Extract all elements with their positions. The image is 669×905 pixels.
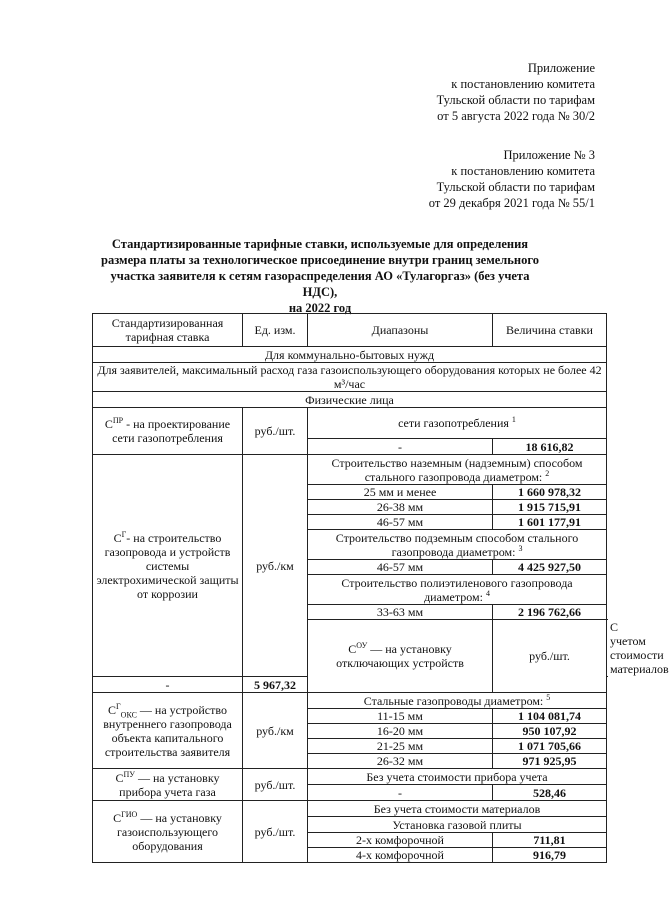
appendix3-line: Тульской области по тарифам xyxy=(436,180,595,194)
range-cell: - xyxy=(308,439,493,455)
footnote-mark: 2 xyxy=(545,468,550,478)
range-cell: 25 мм и менее xyxy=(308,485,493,500)
rate-desc: — на устройство внутреннего газопровода объекта капитального строительства заявителя xyxy=(103,702,232,759)
rate-symbol: C xyxy=(108,702,117,717)
rate-symbol: C xyxy=(115,770,124,785)
subheading: Стальные газопроводы диаметром: $^5$ xyxy=(308,693,607,709)
title-line: на 2022 год xyxy=(288,301,352,315)
subheading: Установка газовой плиты xyxy=(308,817,607,833)
appendix3-line: к постановлению комитета xyxy=(451,164,595,178)
footnote-mark: 1 xyxy=(511,415,516,424)
rate-symbol: C xyxy=(113,810,122,825)
appendix3-header xyxy=(429,147,595,211)
appendix3-line: от 29 декабря 2021 года № 55/1 xyxy=(428,196,595,210)
appendix-line: к постановлению комитета xyxy=(451,77,595,91)
rate-symbol: C xyxy=(104,417,113,431)
tariff-table xyxy=(92,313,669,863)
range-cell: - xyxy=(93,677,243,693)
subheading: Строительство подземным способом стального газопровода диаметром: $^3$ xyxy=(308,530,607,560)
footnote-mark: 3 xyxy=(518,543,523,553)
range-cell: 26-38 мм xyxy=(308,500,493,515)
appendix-line: от 5 августа 2022 года № 30/2 xyxy=(437,109,595,123)
header-range: Диапазоны xyxy=(308,314,493,347)
rate-sup: Г xyxy=(121,529,127,539)
subheading: сети газопотребления $^1$ xyxy=(308,408,607,439)
value-cell: 528,46 xyxy=(493,785,607,801)
range-cell: 46-57 мм xyxy=(308,515,493,530)
rate-desc: - на строительство газопровода и устройств системы электрохимической защиты от коррозии xyxy=(96,530,239,601)
section-communal: Для коммунально-бытовых нужд xyxy=(93,347,607,363)
unit-cell: руб./км xyxy=(243,455,308,677)
value-cell: 1 915 715,91 xyxy=(493,500,607,515)
rate-g xyxy=(93,455,243,677)
rate-symbol: C xyxy=(113,530,122,545)
range-cell: 33-63 мм xyxy=(308,605,493,620)
value-cell: 1 071 705,66 xyxy=(493,739,607,754)
rate-sub: ОКС xyxy=(120,709,137,719)
value-cell: 1 660 978,32 xyxy=(493,485,607,500)
range-cell: 11-15 мм xyxy=(308,709,493,724)
header-unit: Ед. изм. xyxy=(243,314,308,347)
table-row xyxy=(93,455,607,485)
appendix-header xyxy=(437,60,595,124)
value-cell: 4 425 927,50 xyxy=(493,560,607,575)
rate-ou xyxy=(308,620,493,693)
subheading: Без учета стоимости прибора учета xyxy=(308,769,607,785)
rate-desc: — на установку газоиспользующего оборудования xyxy=(116,810,222,853)
unit-cell: руб./шт. xyxy=(243,408,308,455)
value-cell: 711,81 xyxy=(493,833,607,848)
table-row xyxy=(93,693,607,709)
rate-symbol: C xyxy=(348,642,357,656)
subheading: Строительство наземным (надземным) способом стального газопровода диаметром: $^2$ xyxy=(308,455,607,485)
subheading: Строительство полиэтиленового газопровода диаметром: $^4$ xyxy=(308,575,607,605)
value-cell: 1 601 177,91 xyxy=(493,515,607,530)
range-cell: - xyxy=(308,785,493,801)
value-cell: 5 967,32 xyxy=(243,677,308,693)
value-cell: 971 925,95 xyxy=(493,754,607,769)
document-title xyxy=(100,236,540,316)
table-row xyxy=(93,769,607,785)
rate-sup: Г xyxy=(116,701,121,711)
range-cell: 26-32 мм xyxy=(308,754,493,769)
value-cell: 18 616,82 xyxy=(493,439,607,455)
title-line: участка заявителя к сетям газораспределения АО «Тулагоргаз» (без учета НДС), xyxy=(110,269,530,299)
rate-pu xyxy=(93,769,243,801)
appendix3-line: Приложение № 3 xyxy=(503,148,595,162)
range-cell: 2-х комфорочной xyxy=(308,833,493,848)
table-row xyxy=(93,801,607,817)
rate-sup: ПР xyxy=(112,416,124,425)
footnote-mark: 4 xyxy=(485,588,490,598)
rate-gio xyxy=(93,801,243,863)
range-cell: 21-25 мм xyxy=(308,739,493,754)
value-cell: 2 196 762,66 xyxy=(493,605,607,620)
rate-pr xyxy=(93,408,243,455)
header-rate: Стандартизированная тарифная ставка xyxy=(93,314,243,347)
title-line: Стандартизированные тарифные ставки, используемые для определения xyxy=(111,237,529,251)
section-applicants: Для заявителей, максимальный расход газа газоиспользующего оборудования которых не более 42 м³/час xyxy=(93,363,607,392)
subheading: Без учета стоимости материалов xyxy=(308,801,607,817)
rate-oks xyxy=(93,693,243,769)
value-cell: 916,79 xyxy=(493,848,607,863)
value-cell: 950 107,92 xyxy=(493,724,607,739)
appendix-line: Приложение xyxy=(527,61,595,75)
unit-cell: руб./км xyxy=(243,693,308,769)
range-cell: 16-20 мм xyxy=(308,724,493,739)
range-cell: 4-х комфорочной xyxy=(308,848,493,863)
rate-sup: ГИО xyxy=(121,809,138,819)
rate-desc: — на установку отключающих устройств xyxy=(336,642,464,670)
section-individuals: Физические лица xyxy=(93,392,607,408)
unit-cell: руб./шт. xyxy=(243,801,308,863)
rate-desc: — на установку прибора учета газа xyxy=(119,770,220,799)
table-row xyxy=(93,408,607,439)
unit-cell: руб./шт. xyxy=(243,769,308,801)
unit-cell: руб./шт. xyxy=(493,620,607,693)
range-cell: 46-57 мм xyxy=(308,560,493,575)
rate-sup: ОУ xyxy=(356,641,368,650)
table-row: $C^{ОУ}$ — на установку отключающих устройств руб./шт. С учетом стоимости материалов xyxy=(93,620,607,677)
header-value: Величина ставки xyxy=(493,314,607,347)
footnote-mark: 5 xyxy=(546,692,551,702)
title-line: размера платы за технологическое присоединение внутри границ земельного xyxy=(101,253,539,267)
appendix-line: Тульской области по тарифам xyxy=(436,93,595,107)
value-cell: 1 104 081,74 xyxy=(493,709,607,724)
table-header-row xyxy=(93,314,607,347)
rate-sup: ПУ xyxy=(123,769,135,779)
rate-desc: - на проектирование сети газопотребления xyxy=(112,417,231,445)
